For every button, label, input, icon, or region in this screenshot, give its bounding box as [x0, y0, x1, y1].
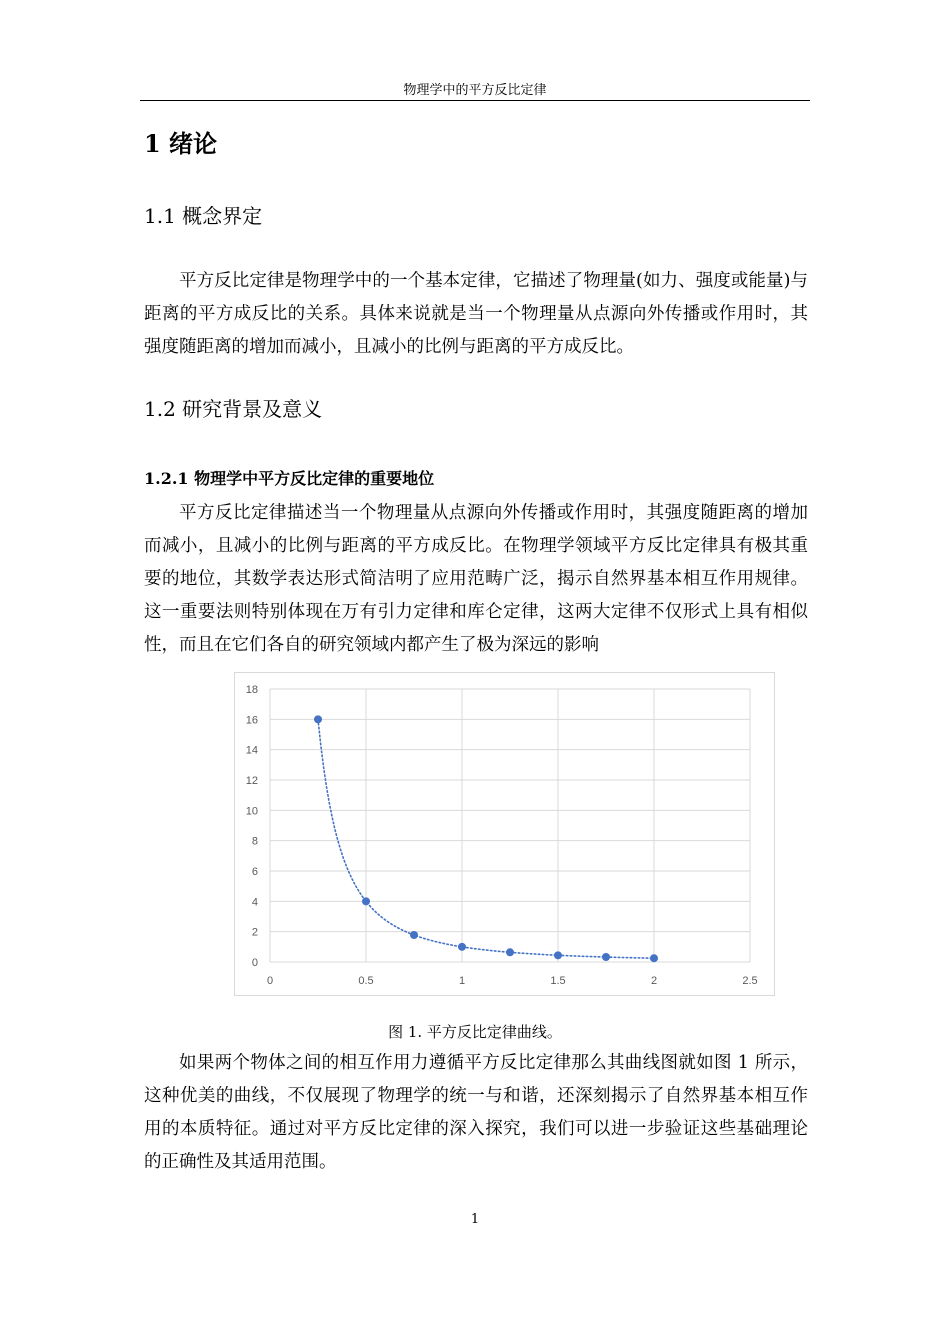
data-point — [602, 953, 610, 961]
header-rule — [140, 100, 810, 101]
x-tick-label: 2.5 — [742, 975, 758, 987]
x-tick-label: 0.5 — [358, 975, 374, 987]
trendline-curve — [318, 719, 654, 958]
page-number: 1 — [470, 1212, 480, 1227]
paragraph-closing: 如果两个物体之间的相互作用力遵循平方反比定律那么其曲线图就如图 1 所示，这种优美的曲线，不仅展现了物理学的统一与和谐，还深刻揭示了自然界基本相互作用的本质特征。通过对平方反比定律的深入探究，我们可以进一步验证这些基础理论的正确性及其适用范围。 — [144, 1053, 808, 1172]
y-tick-label: 12 — [245, 775, 258, 787]
y-tick-label: 8 — [251, 835, 258, 848]
y-tick-label: 18 — [245, 684, 258, 696]
y-tick-label: 4 — [251, 896, 258, 909]
data-point — [650, 954, 658, 962]
data-point — [458, 943, 466, 951]
y-tick-label: 6 — [251, 866, 258, 878]
data-point — [314, 715, 322, 723]
x-tick-label: 1 — [458, 975, 466, 987]
paragraph-importance: 平方反比定律描述当一个物理量从点源向外传播或作用时，其强度随距离的增加而减小，且减小的比例与距离的平方成反比。在物理学领域平方反比定律具有极其重要的地位，其数学表达形式简洁明了应用范畴广泛，揭示自然界基本相互作用规律。这一重要法则特别体现在万有引力定律和库仑定律，这两大定律不仅形式上具有相似性，而且在它们各自的研究领域内都产生了极为深远的影响 — [144, 503, 808, 655]
x-tick-label: 0 — [266, 975, 274, 987]
inverse-square-chart — [234, 672, 775, 996]
subsection-heading-1-2-1: 1.2.1 物理学中平方反比定律的重要地位 — [144, 469, 435, 488]
data-point — [410, 931, 418, 939]
data-point — [554, 951, 562, 959]
running-header: 物理学中的平方反比定律 — [403, 83, 547, 98]
x-tick-label: 1.5 — [550, 975, 566, 987]
y-tick-label: 16 — [245, 714, 258, 727]
y-tick-label: 10 — [245, 805, 258, 818]
data-point — [362, 897, 370, 905]
paragraph-concept: 平方反比定律是物理学中的一个基本定律，它描述了物理量(如力、强度或能量)与距离的平方成反比的关系。具体来说就是当一个物理量从点源向外传播或作用时，其强度随距离的增加而减小，且减小的比例与距离的平方成反比。 — [144, 271, 808, 357]
section-heading-1-2: 1.2 研究背景及意义 — [144, 397, 323, 421]
y-tick-label: 0 — [251, 957, 258, 969]
y-tick-label: 14 — [245, 744, 258, 757]
figure-caption: 图 1. 平方反比定律曲线。 — [388, 1023, 562, 1041]
section-heading-1-1: 1.1 概念界定 — [144, 204, 263, 228]
chapter-heading: 1 绪论 — [144, 129, 218, 158]
x-tick-label: 2 — [650, 975, 658, 987]
data-point — [506, 948, 514, 956]
y-tick-label: 2 — [251, 926, 258, 939]
chart-svg — [235, 673, 774, 995]
